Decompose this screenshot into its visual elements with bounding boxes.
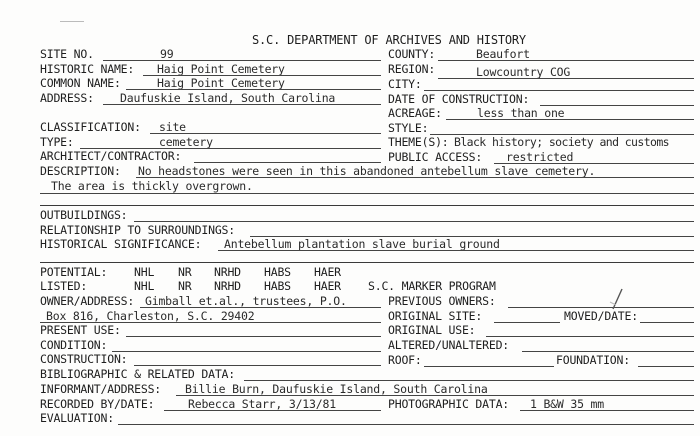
altered-label: ALTERED/UNALTERED:	[388, 338, 510, 352]
common-name-value: Haig Point Cemetery	[157, 76, 285, 90]
region-label: REGION:	[388, 62, 436, 76]
description-underline-2	[40, 193, 694, 194]
moved-date-label: MOVED/DATE:	[564, 309, 638, 323]
classification-value: site	[159, 120, 186, 134]
evaluation-underline	[118, 424, 694, 425]
present-use-label: PRESENT USE:	[40, 323, 121, 337]
potential-label: POTENTIAL:	[40, 265, 108, 279]
photographic-value: 1 B&W 35 mm	[530, 397, 604, 411]
county-label: COUNTY:	[388, 47, 436, 61]
city-underline	[424, 90, 694, 91]
site-no-label: SITE NO.	[40, 47, 94, 61]
historic-name-label: HISTORIC NAME:	[40, 62, 135, 76]
date-of-construction-label: DATE OF CONSTRUCTION:	[388, 92, 530, 106]
bibliographic-underline	[244, 380, 694, 381]
section-divider-2	[40, 262, 694, 263]
relationship-label: RELATIONSHIP TO SURROUNDINGS:	[40, 223, 235, 237]
classification-underline	[150, 133, 381, 134]
construction-label: CONSTRUCTION:	[40, 352, 128, 366]
photographic-underline	[520, 410, 694, 411]
owner-address-label: OWNER/ADDRESS:	[40, 294, 135, 308]
region-value: Lowcountry COG	[476, 65, 571, 79]
listed-habs: HABS	[264, 279, 291, 293]
site-no-value: 99	[160, 47, 174, 61]
foundation-label: FOUNDATION:	[556, 353, 630, 367]
informant-underline	[176, 395, 694, 396]
historical-significance-label: HISTORICAL SIGNIFICANCE:	[40, 237, 202, 251]
informant-label: INFORMANT/ADDRESS:	[40, 382, 162, 396]
city-label: CITY:	[388, 77, 422, 91]
county-value: Beaufort	[476, 47, 530, 61]
recorded-by-value: Rebecca Starr, 3/13/81	[188, 397, 336, 411]
present-use-underline	[126, 336, 381, 337]
theme-label: THEME(S):	[388, 135, 449, 149]
historical-significance-value: Antebellum plantation slave burial ground	[224, 237, 500, 251]
type-label: TYPE:	[40, 135, 74, 149]
description-line-2: The area is thickly overgrown.	[51, 179, 253, 193]
potential-nrhd: NRHD	[214, 265, 241, 279]
original-site-underline	[494, 322, 560, 323]
theme-value: Black history; society and customs	[454, 135, 670, 149]
classification-label: CLASSIFICATION:	[40, 120, 141, 134]
bibliographic-label: BIBLIOGRAPHIC & RELATED DATA:	[40, 367, 235, 381]
listed-nr: NR	[178, 279, 192, 293]
listed-label: LISTED:	[40, 279, 88, 293]
region-underline	[438, 78, 694, 79]
style-label: STYLE:	[388, 121, 429, 135]
evaluation-label: EVALUATION:	[40, 411, 114, 425]
outbuildings-label: OUTBUILDINGS:	[40, 208, 128, 222]
address-value: Daufuskie Island, South Carolina	[120, 91, 336, 105]
condition-underline	[112, 351, 381, 352]
listed-nhl: NHL	[134, 279, 155, 293]
owner-underline-1	[140, 307, 381, 308]
architect-label: ARCHITECT/CONTRACTOR:	[40, 149, 182, 163]
owner-value-line-1: Gimball et.al., trustees, P.O.	[145, 294, 347, 308]
pencil-slash-mark	[604, 286, 634, 312]
original-use-underline	[486, 336, 694, 337]
previous-owners-underline	[508, 307, 694, 308]
original-use-label: ORIGINAL USE:	[388, 323, 476, 337]
listed-nrhd: NRHD	[214, 279, 241, 293]
common-name-underline	[126, 89, 381, 90]
public-access-label: PUBLIC ACCESS:	[388, 150, 483, 164]
stray-mark	[60, 21, 84, 22]
photographic-label: PHOTOGRAPHIC DATA:	[388, 397, 510, 411]
historical-significance-underline	[218, 250, 694, 251]
address-underline	[103, 104, 381, 105]
roof-underline	[424, 366, 554, 367]
potential-nr: NR	[178, 265, 192, 279]
historic-name-value: Haig Point Cemetery	[157, 62, 285, 76]
altered-underline	[522, 351, 694, 352]
acreage-underline	[446, 119, 694, 120]
description-underline-1	[136, 177, 694, 178]
description-line-1: No headstones were seen in this abandoned antebellum slave cemetery.	[138, 164, 596, 178]
outbuildings-underline	[134, 221, 694, 222]
informant-value: Billie Burn, Daufuskie Island, South Carolina	[185, 382, 488, 396]
recorded-by-label: RECORDED BY/DATE:	[40, 397, 155, 411]
potential-habs: HABS	[264, 265, 291, 279]
form-title: S.C. DEPARTMENT OF ARCHIVES AND HISTORY	[252, 33, 526, 47]
listed-haer: HAER	[314, 279, 341, 293]
marker-program-label: S.C. MARKER PROGRAM	[368, 279, 496, 293]
potential-nhl: NHL	[134, 265, 155, 279]
potential-haer: HAER	[314, 265, 341, 279]
architect-underline	[194, 162, 381, 163]
foundation-underline	[638, 366, 694, 367]
recorded-by-underline	[164, 410, 381, 411]
section-divider-1	[40, 205, 694, 206]
previous-owners-label: PREVIOUS OWNERS:	[388, 294, 496, 308]
public-access-value: restricted	[506, 150, 574, 164]
county-underline	[438, 60, 694, 61]
type-value: cemetery	[159, 135, 213, 149]
address-label: ADDRESS:	[40, 91, 94, 105]
condition-label: CONDITION:	[40, 338, 108, 352]
roof-label: ROOF:	[388, 353, 422, 367]
common-name-label: COMMON NAME:	[40, 76, 121, 90]
original-site-label: ORIGINAL SITE:	[388, 309, 483, 323]
acreage-label: ACREAGE:	[388, 106, 442, 120]
construction-underline	[134, 365, 381, 366]
description-label: DESCRIPTION:	[40, 164, 121, 178]
moved-date-underline	[640, 322, 694, 323]
acreage-value: less than one	[477, 106, 565, 120]
site-no-underline	[103, 60, 381, 61]
owner-value-line-2: Box 816, Charleston, S.C. 29402	[46, 309, 255, 323]
